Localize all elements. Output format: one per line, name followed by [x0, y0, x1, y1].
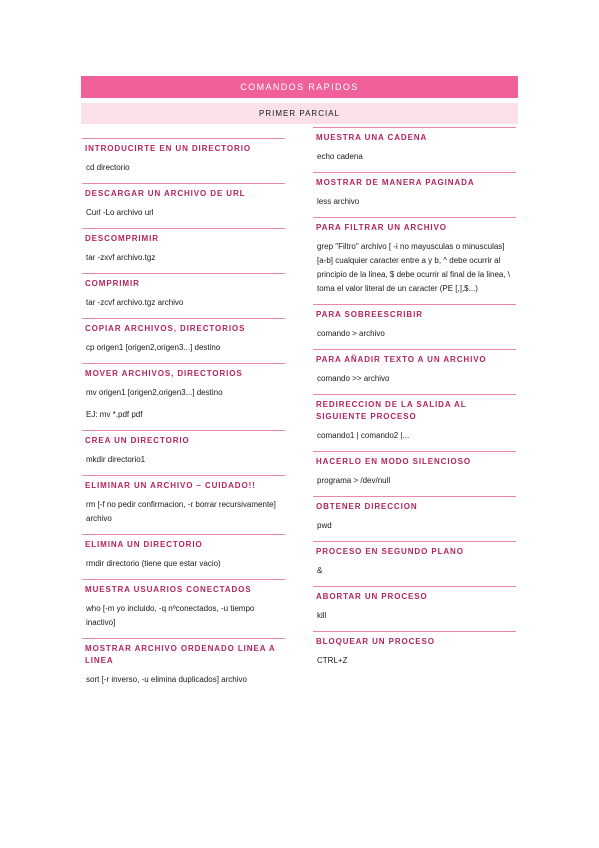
section-heading: BLOQUEAR UN PROCESO	[316, 637, 435, 646]
command-section-mostrar-archivo-ordenado-linea-a-linea	[82, 638, 285, 687]
command-text: cd directorio	[86, 163, 130, 172]
command-section-mover-archivos-directorios	[82, 363, 285, 422]
section-heading: HACERLO EN MODO SILENCIOSO	[316, 457, 471, 466]
command-section-para-filtrar-un-archivo	[313, 217, 516, 296]
section-heading: PROCESO EN SEGUNDO PLANO	[316, 547, 464, 556]
command-text: &	[317, 566, 323, 575]
section-heading: PARA FILTRAR UN ARCHIVO	[316, 223, 447, 232]
command-section-comprimir	[82, 273, 285, 310]
command-section-muestra-una-cadena	[313, 127, 516, 164]
command-text: sort [-r inverso, -u elimina duplicados] archivo	[86, 675, 247, 684]
command-section-elimina-un-directorio	[82, 534, 285, 571]
command-text: who [-m yo incluido, -q nºconectados, -u tiempo inactivo]	[86, 604, 255, 627]
command-section-para-anadir-texto-a-un-archivo	[313, 349, 516, 386]
command-text: comando > archivo	[317, 329, 385, 338]
command-section-descomprimir	[82, 228, 285, 265]
command-section-copiar-archivos-directorios	[82, 318, 285, 355]
section-heading: PARA AÑADIR TEXTO A UN ARCHIVO	[316, 355, 487, 364]
section-heading: MOSTRAR DE MANERA PAGINADA	[316, 178, 475, 187]
section-heading: COPIAR ARCHIVOS, DIRECTORIOS	[85, 324, 246, 333]
command-text: Curl -Lo archivo url	[86, 208, 154, 217]
command-text: cp origen1 [origen2,origen3...] destino	[86, 343, 221, 352]
command-text: grep "Filtro" archivo [ -i no mayusculas o minusculas] [a-b] cualquier caracter entre a y b, ^ debe ocurrir al principio de la linea, $ debe ocurrir al final de la linea, \ toma el valor literal de un caracter (PE [,],$...)	[317, 242, 511, 293]
left-column	[82, 138, 285, 695]
section-heading: ELIMINA UN DIRECTORIO	[85, 540, 203, 549]
section-heading: PARA SOBREESCRIBIR	[316, 310, 423, 319]
command-text: CTRL+Z	[317, 656, 348, 665]
command-text: tar -zcvf archivo.tgz archivo	[86, 298, 184, 307]
section-heading: REDIRECCION DE LA SALIDA AL SIGUIENTE PROCESO	[316, 400, 467, 421]
section-heading: MUESTRA USUARIOS CONECTADOS	[85, 585, 252, 594]
command-text: pwd	[317, 521, 332, 530]
command-text: mkdir directorio1	[86, 455, 146, 464]
section-heading: ELIMINAR UN ARCHIVO – CUIDADO!!	[85, 481, 256, 490]
page-subtitle: PRIMER PARCIAL	[81, 103, 518, 124]
command-section-obtener-direccion	[313, 496, 516, 533]
command-section-muestra-usuarios-conectados	[82, 579, 285, 630]
command-section-abortar-un-proceso	[313, 586, 516, 623]
command-section-mostrar-de-manera-paginada	[313, 172, 516, 209]
command-section-descargar-un-archivo-de-url	[82, 183, 285, 220]
section-heading: MOSTRAR ARCHIVO ORDENADO LINEA A LINEA	[85, 644, 276, 665]
command-section-bloquear-un-proceso	[313, 631, 516, 668]
command-text: comando1 | comando2 |...	[317, 431, 410, 440]
command-text: kill	[317, 611, 327, 620]
command-text: mv origen1 [origen2,origen3...] destino	[86, 388, 223, 397]
section-heading: MOVER ARCHIVOS, DIRECTORIOS	[85, 369, 243, 378]
command-section-introducirte-en-un-directorio	[82, 138, 285, 175]
command-section-crea-un-directorio	[82, 430, 285, 467]
command-section-eliminar-un-archivo-cuidado	[82, 475, 285, 526]
right-column	[313, 127, 516, 676]
command-section-hacerlo-en-modo-silencioso	[313, 451, 516, 488]
section-heading: ABORTAR UN PROCESO	[316, 592, 428, 601]
section-heading: DESCOMPRIMIR	[85, 234, 159, 243]
command-text: programa > /dev/null	[317, 476, 391, 485]
command-text: rmdir directorio (tiene que estar vacio)	[86, 559, 221, 568]
command-text: less archivo	[317, 197, 360, 206]
command-text: EJ: mv *.pdf pdf	[86, 410, 143, 419]
command-section-redireccion-de-la-salida-al-siguiente-proceso	[313, 394, 516, 443]
command-text: rm [-f no pedir confirmacion, -r borrar recursivamente] archivo	[86, 500, 276, 523]
command-section-proceso-en-segundo-plano	[313, 541, 516, 578]
section-heading: CREA UN DIRECTORIO	[85, 436, 190, 445]
command-text: echo cadena	[317, 152, 363, 161]
command-section-para-sobreescribir	[313, 304, 516, 341]
page-title: COMANDOS RAPIDOS	[81, 76, 518, 98]
command-text: comando >> archivo	[317, 374, 390, 383]
section-heading: DESCARGAR UN ARCHIVO DE URL	[85, 189, 246, 198]
section-heading: COMPRIMIR	[85, 279, 140, 288]
section-heading: INTRODUCIRTE EN UN DIRECTORIO	[85, 144, 251, 153]
command-text: tar -zxvf archivo.tgz	[86, 253, 156, 262]
section-heading: MUESTRA UNA CADENA	[316, 133, 428, 142]
section-heading: OBTENER DIRECCION	[316, 502, 418, 511]
